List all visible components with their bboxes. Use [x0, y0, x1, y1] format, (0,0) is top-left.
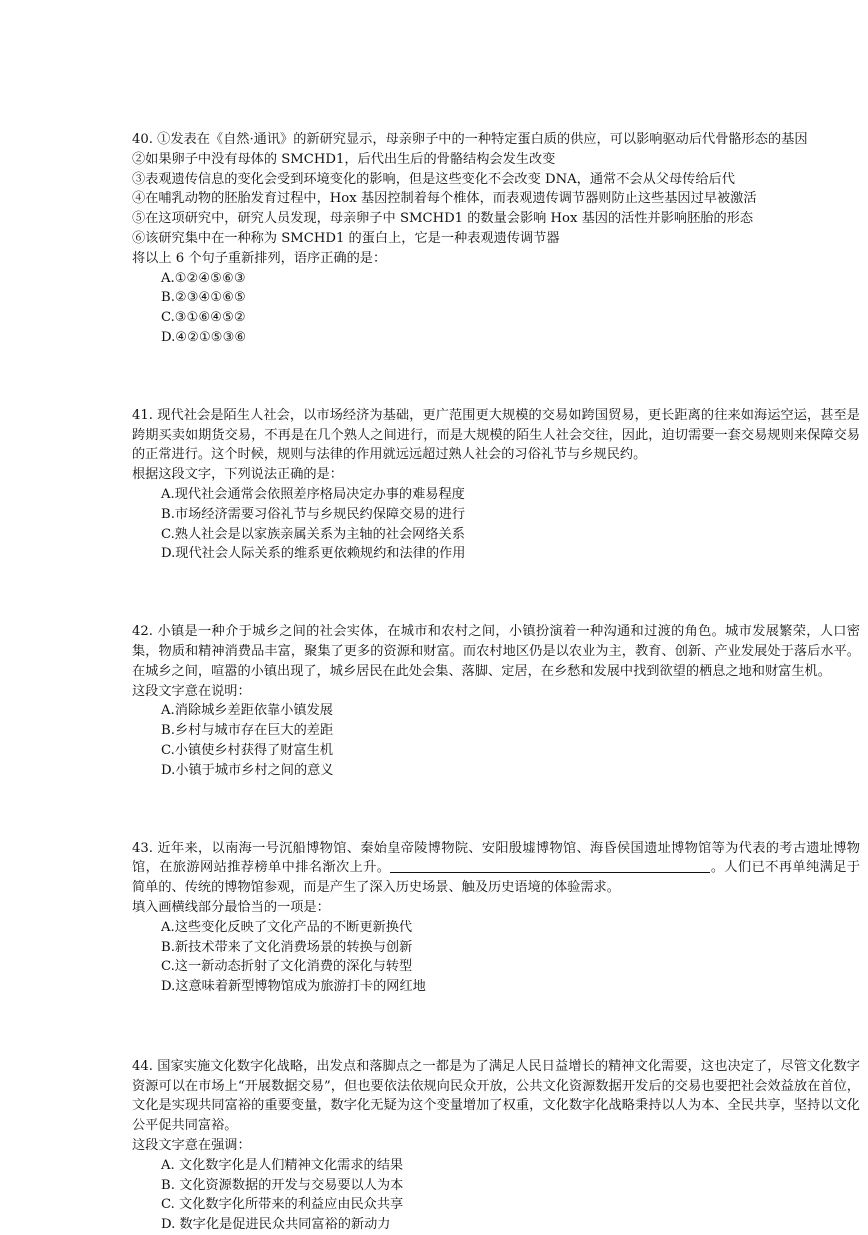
question-43 [132, 839, 860, 997]
q41-option-d[interactable]: D.现代社会人际关系的维系更依赖规约和法律的作用 [161, 546, 466, 562]
q40-option-c[interactable]: C.③①⑥④⑤② [161, 310, 246, 326]
q44-prompt: 这段文字意在强调： [132, 1138, 251, 1154]
q40-prompt: 将以上 6 个句子重新排列，语序正确的是： [132, 250, 387, 266]
q40-sentence-2: ②如果卵子中没有母体的 SMCHD1，后代出生后的骨骼结构会发生改变 [132, 151, 556, 167]
q43-prompt: 填入画横线部分最恰当的一项是： [132, 899, 330, 915]
q43-stem-after: 。人们已不再单纯满足于简单的、传统的博物馆参观，而是产生了深入历史场景、触及历史语境的体验需求。 [132, 860, 861, 896]
q43-stem [132, 839, 860, 898]
q44-option-d[interactable]: D. 数字化是促进民众共同富裕的新动力 [161, 1217, 391, 1233]
q42-option-a[interactable]: A.消除城乡差距依靠小镇发展 [161, 703, 333, 719]
q41-stem: 41. 现代社会是陌生人社会，以市场经济为基础，更广范围更大规模的交易如跨国贸易，更长距离的往来如海运空运，甚至是跨期买卖如期货交易，不再是在几个熟人之间进行，而是大规模的陌生人社会交往，因此，迫切需要一套交易规则来保障交易的正常进行。这个时候，规则与法律的作用就远远超过熟人社会的习俗礼节与乡规民约。 [132, 407, 860, 463]
q43-option-a[interactable]: A.这些变化反映了文化产品的不断更新换代 [161, 919, 413, 935]
q44-option-c[interactable]: C. 文化数字化所带来的利益应由民众共享 [161, 1197, 404, 1213]
q44-option-a[interactable]: A. 文化数字化是人们精神文化需求的结果 [161, 1157, 404, 1173]
q40-sentence-1: 40. ①发表在《自然·通讯》的新研究显示，母亲卵子中的一种特定蛋白质的供应，可以影响驱动后代骨骼形态的基因 [132, 132, 808, 147]
q40-sentence-4: ④在哺乳动物的胚胎发育过程中，Hox 基因控制着每个椎体，而表观遗传调节器则防止这些基因过早被激活 [132, 191, 757, 207]
question-44 [132, 1057, 860, 1235]
q43-stem-before: 43. 近年来，以南海一号沉船博物馆、秦始皇帝陵博物院、安阳殷墟博物馆、海昏侯国遗址博物馆等为代表的考古遗址博物馆，在旅游网站推荐榜单中排名渐次上升。 [132, 840, 860, 876]
q40-sentence-6: ⑥该研究集中在一种称为 SMCHD1 的蛋白上，它是一种表观遗传调节器 [132, 230, 560, 246]
question-41 [132, 406, 860, 564]
q44-option-b[interactable]: B. 文化资源数据的开发与交易要以人为本 [161, 1177, 404, 1193]
q43-option-d[interactable]: D.这意味着新型博物馆成为旅游打卡的网红地 [161, 979, 426, 995]
q40-option-b[interactable]: B.②③④①⑥⑤ [161, 290, 246, 306]
q41-option-c[interactable]: C.熟人社会是以家族亲属关系为主轴的社会网络关系 [161, 526, 465, 542]
q43-option-c[interactable]: C.这一新动态折射了文化消费的深化与转型 [161, 959, 413, 975]
q40-option-a[interactable]: A.①②④⑤⑥③ [161, 270, 246, 286]
q42-stem: 42. 小镇是一种介于城乡之间的社会实体，在城市和农村之间，小镇扮演着一种沟通和过渡的角色。城市发展繁荣，人口密集，物质和精神消费品丰富，聚集了更多的资源和财富。而农村地区仍是以农业为主，教育、创新、产业发展处于落后水平。在城乡之间，喧嚣的小镇出现了，城乡居民在此处会集、落脚、定居，在乡愁和发展中找到欲望的栖息之地和财富生机。 [132, 624, 860, 679]
q40-sentence-3: ③表观遗传信息的变化会受到环境变化的影响，但是这些变化不会改变 DNA，通常不会从父母传给后代 [132, 171, 735, 187]
q40-sentence-5: ⑤在这项研究中，研究人员发现，母亲卵子中 SMCHD1 的数量会影响 Hox 基因的活性并影响胚胎的形态 [132, 211, 754, 227]
question-40 [132, 130, 860, 348]
question-42 [132, 622, 860, 780]
q41-option-a[interactable]: A.现代社会通常会依照差序格局决定办事的难易程度 [161, 486, 465, 502]
q40-option-d[interactable]: D.④②①⑤③⑥ [161, 329, 247, 345]
q42-option-b[interactable]: B.乡村与城市存在巨大的差距 [161, 723, 334, 739]
q41-option-b[interactable]: B.市场经济需要习俗礼节与乡规民约保障交易的进行 [161, 506, 466, 522]
q41-prompt: 根据这段文字，下列说法正确的是： [132, 467, 343, 483]
q42-option-d[interactable]: D.小镇于城市乡村之间的意义 [161, 762, 334, 778]
q44-stem: 44. 国家实施文化数字化战略，出发点和落脚点之一都是为了满足人民日益增长的精神文化需要，这也决定了，尽管文化数字资源可以在市场上“开展数据交易”，但也要依法依规向民众开放，公共文化资源数据开发后的交易也要把社会效益放在首位，文化是实现共同富裕的重要变量，数字化无疑为这个变量增加了权重，文化数字化战略秉持以人为本、全民共享，坚持以文化公平促共同富裕。 [132, 1058, 860, 1134]
q43-answer-blank[interactable] [390, 858, 710, 873]
q42-option-c[interactable]: C.小镇使乡村获得了财富生机 [161, 742, 334, 758]
q42-prompt: 这段文字意在说明： [132, 683, 251, 699]
q43-option-b[interactable]: B.新技术带来了文化消费场景的转换与创新 [161, 939, 413, 955]
question-list [132, 130, 860, 1235]
